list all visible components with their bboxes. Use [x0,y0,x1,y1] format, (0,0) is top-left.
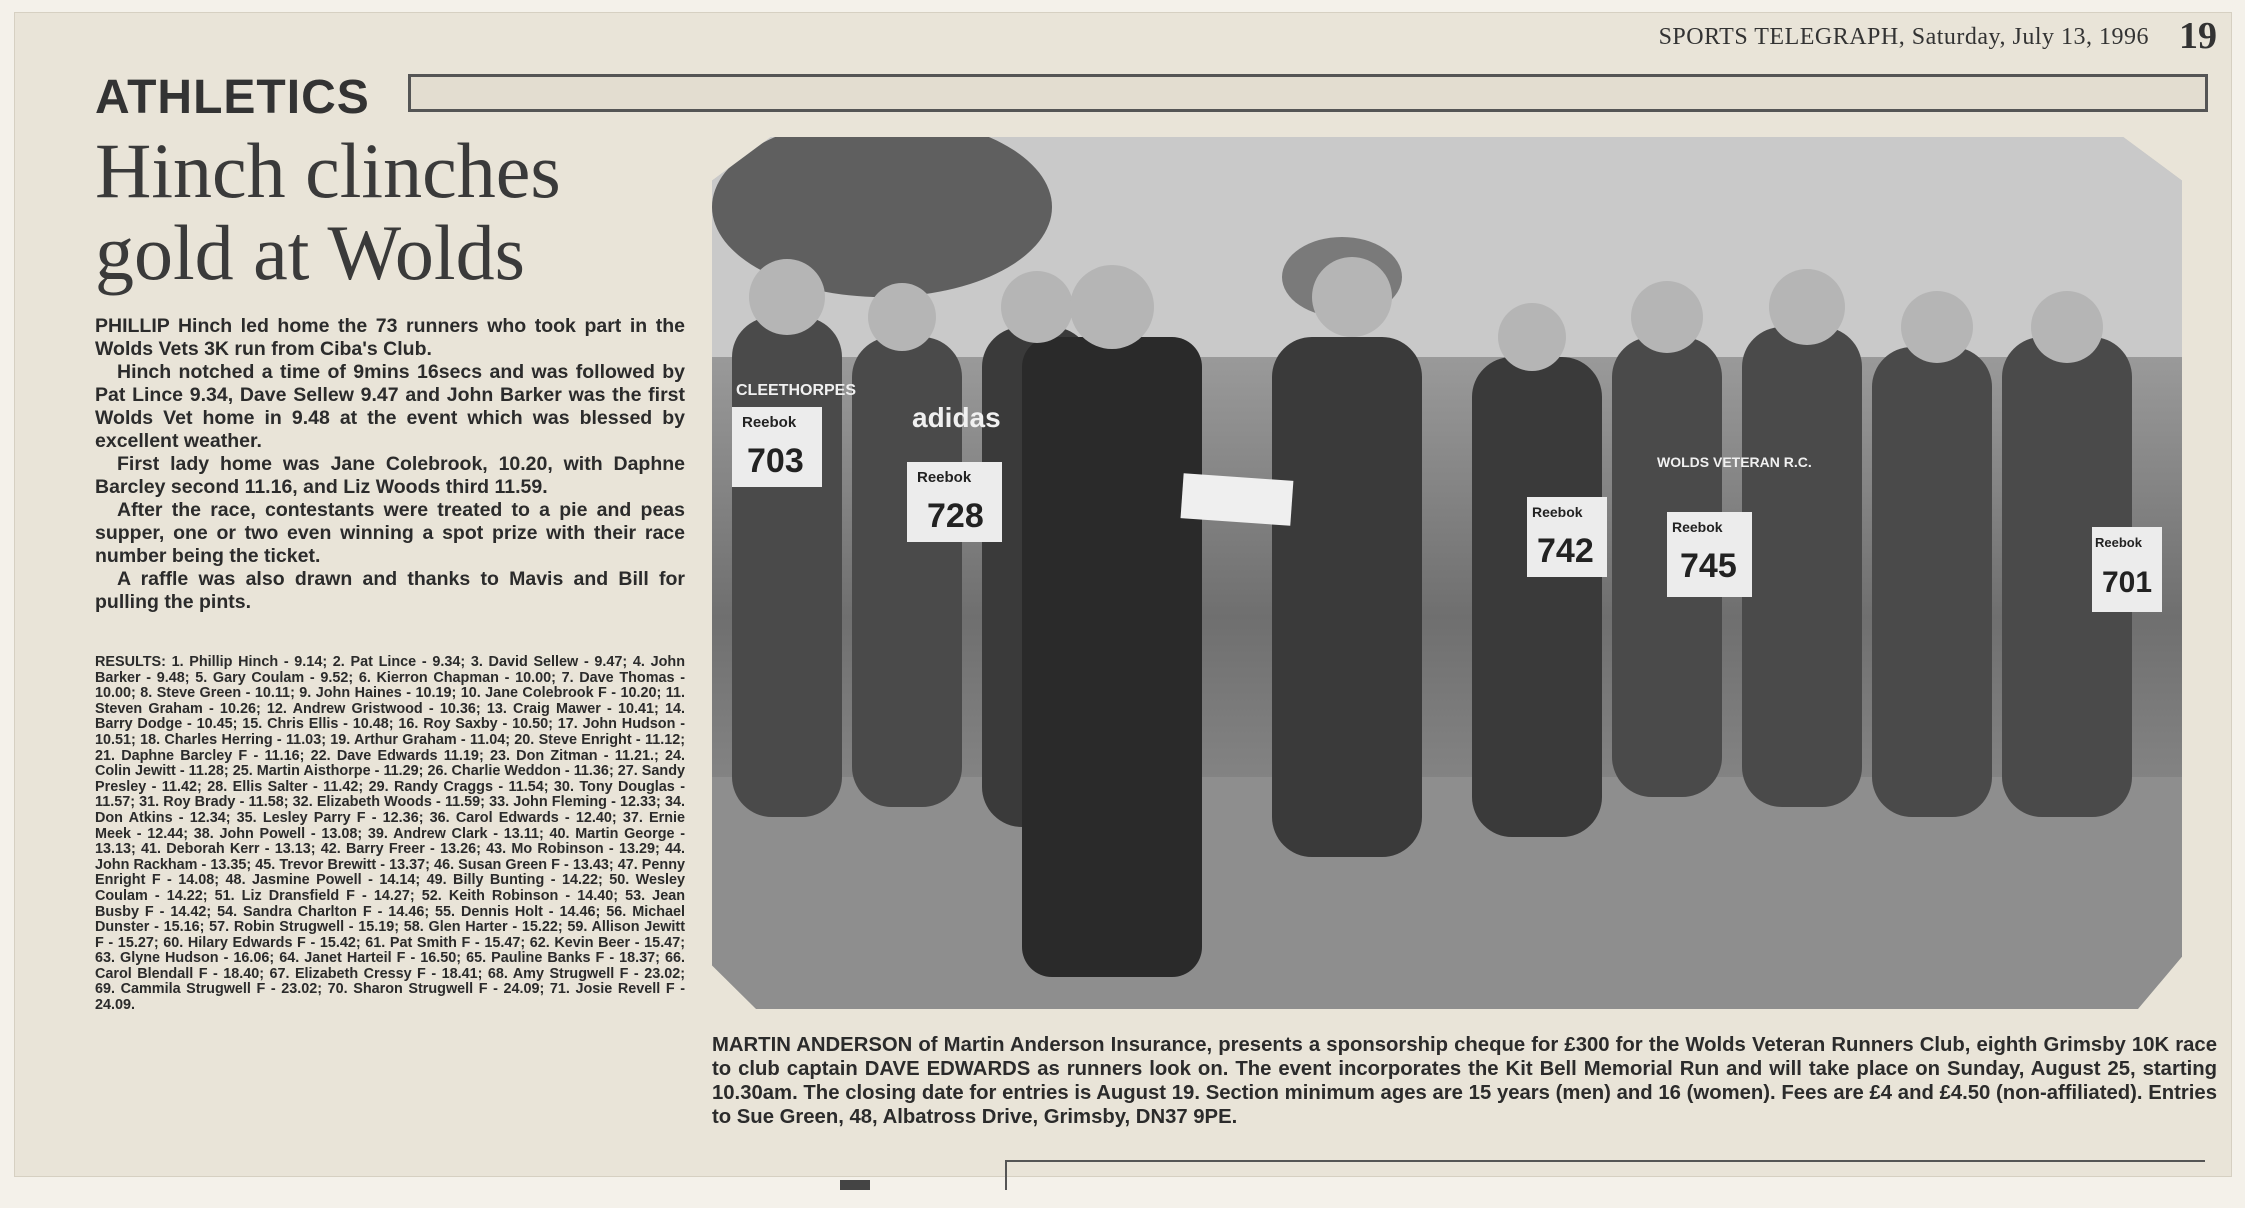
bib-number: 703 [747,442,804,480]
story-body [95,315,685,614]
section-label: ATHLETICS [95,71,370,124]
headline-line-2: gold at Wolds [95,209,525,296]
bib-number: 745 [1680,547,1737,585]
headline [95,127,695,296]
headline-line-1: Hinch clinches [95,127,561,214]
photo-caption: MARTIN ANDERSON of Martin Anderson Insurance, presents a sponsorship cheque for £300 for the Wolds Veteran Runners Club, eighth Grimsby 10K race to club captain DAVE EDWARDS as runners look on. The event incorporates the Kit Bell Memorial Run and will take place on Sunday, August 25, starting 10.30am. The closing date for entries is August 19. Section minimum ages are 15 years (men) and 16 (women). Fees are £4 and £4.50 (non-affiliated). Entries to Sue Green, 48, Albatross Drive, Grimsby, DN37 9PE. [712,1034,2217,1128]
section-rule [408,74,2208,112]
bottom-rule [1005,1160,2205,1162]
page-number: 19 [2179,15,2217,57]
bib-sponsor: Reebok [742,414,797,431]
bib-number: 728 [927,497,984,535]
bib-sponsor: Reebok [917,469,972,486]
vest-text: CLEETHORPES [736,382,857,399]
bib-number: 701 [2102,566,2153,599]
story-paragraph: First lady home was Jane Colebrook, 10.20, with Daphne Barcley second 11.16, and Liz Woods third 11.59. [95,453,685,498]
bib-sponsor: Reebok [1532,504,1583,520]
bib-sponsor: Reebok [1672,519,1723,535]
bib-sponsor: Reebok [2095,535,2142,550]
bib-number: 742 [1537,532,1594,570]
story-paragraph: PHILLIP Hinch led home the 73 runners who took part in the Wolds Vets 3K run from Ciba's Club. [95,315,685,360]
vest-club: WOLDS VETERAN R.C. [1657,454,1812,470]
photo-illustration [712,137,2182,1009]
vest-brand: adidas [912,402,1001,433]
masthead: SPORTS TELEGRAPH, Saturday, July 13, 1996 [1658,24,2149,50]
page-mark [840,1180,870,1190]
story-paragraph: Hinch notched a time of 9mins 16secs and was followed by Pat Lince 9.34, Dave Sellew 9.47 and John Barker was the first Wolds Vet home in 9.48 at the event which was blessed by excellent weather. [95,361,685,452]
story-paragraph: A raffle was also drawn and thanks to Mavis and Bill for pulling the pints. [95,568,685,613]
race-results: RESULTS: 1. Phillip Hinch - 9.14; 2. Pat Lince - 9.34; 3. David Sellew - 9.47; 4. John Barker - 9.48; 5. Gary Coulam - 9.52; 6. Kierron Chapman - 10.00; 7. Dave Thomas - 10.00; 8. Steve Green - 10.11; 9. John Haines - 10.19; 10. Jane Colebrook F - 10.20; 11. Steven Graham - 10.26; 12. Andrew Gristwood - 10.36; 13. Craig Mawer - 10.41; 14. Barry Dodge - 10.45; 15. Chris Ellis - 10.48; 16. Roy Saxby - 10.50; 17. John Hudson - 10.51; 18. Charles Herring - 11.03; 19. Arthur Graham - 11.04; 20. Steve Enright - 11.12; 21. Daphne Barcley F - 11.16; 22. Dave Edwards 11.19; 23. Don Zitman - 11.21.; 24. Colin Jewitt - 11.28; 25. Martin Aisthorpe - 11.29; 26. Charlie Weddon - 11.36; 27. Sandy Presley - 11.42; 28. Ellis Salter - 11.42; 29. Randy Craggs - 11.54; 30. Tony Douglas - 11.57; 31. Roy Brady - 11.58; 32. Elizabeth Woods - 11.59; 33. John Fleming - 12.33; 34. Don Atkins - 12.34; 35. Lesley Parry F - 12.36; 36. Carol Edwards - 12.40; 37. Ernie Meek - 12.44; 38. John Powell - 13.08; 39. Andrew Clark - 13.11; 40. Martin George - 13.13; 41. Deborah Kerr - 13.13; 42. Barry Freer - 13.26; 43. Mo Robinson - 13.29; 44. John Rackham - 13.35; 45. Trevor Brewitt - 13.37; 46. Susan Green F - 13.43; 47. Penny Enright F - 14.08; 48. Jasmine Powell - 14.14; 49. Billy Bunting - 14.22; 50. Wesley Coulam - 14.22; 51. Liz Dransfield F - 14.27; 52. Keith Robinson - 14.40; 53. Jean Busby F - 14.42; 54. Sandra Charlton F - 14.46; 55. Dennis Holt - 14.46; 56. Michael Dunster - 15.16; 57. Robin Strugwell - 15.19; 58. Glen Harter - 15.22; 59. Allison Jewitt F - 15.27; 60. Hilary Edwards F - 15.42; 61. Pat Smith F - 15.47; 62. Kevin Beer - 15.47; 63. Glyne Hudson - 16.06; 64. Janet Harteil F - 16.50; 65. Pauline Banks F - 18.37; 66. Carol Blendall F - 18.40; 67. Elizabeth Cressy F - 18.41; 68. Amy Strugwell F - 23.02; 69. Cammila Strugwell F - 23.02; 70. Sharon Strugwell F - 24.09; 71. Josie Revell F - 24.09. [95,654,685,1014]
group-photo [712,137,2182,1009]
story-paragraph: After the race, contestants were treated to a pie and peas supper, one or two even winning a spot prize with their race number being the ticket. [95,499,685,567]
bottom-rule-vertical [1005,1160,1007,1190]
